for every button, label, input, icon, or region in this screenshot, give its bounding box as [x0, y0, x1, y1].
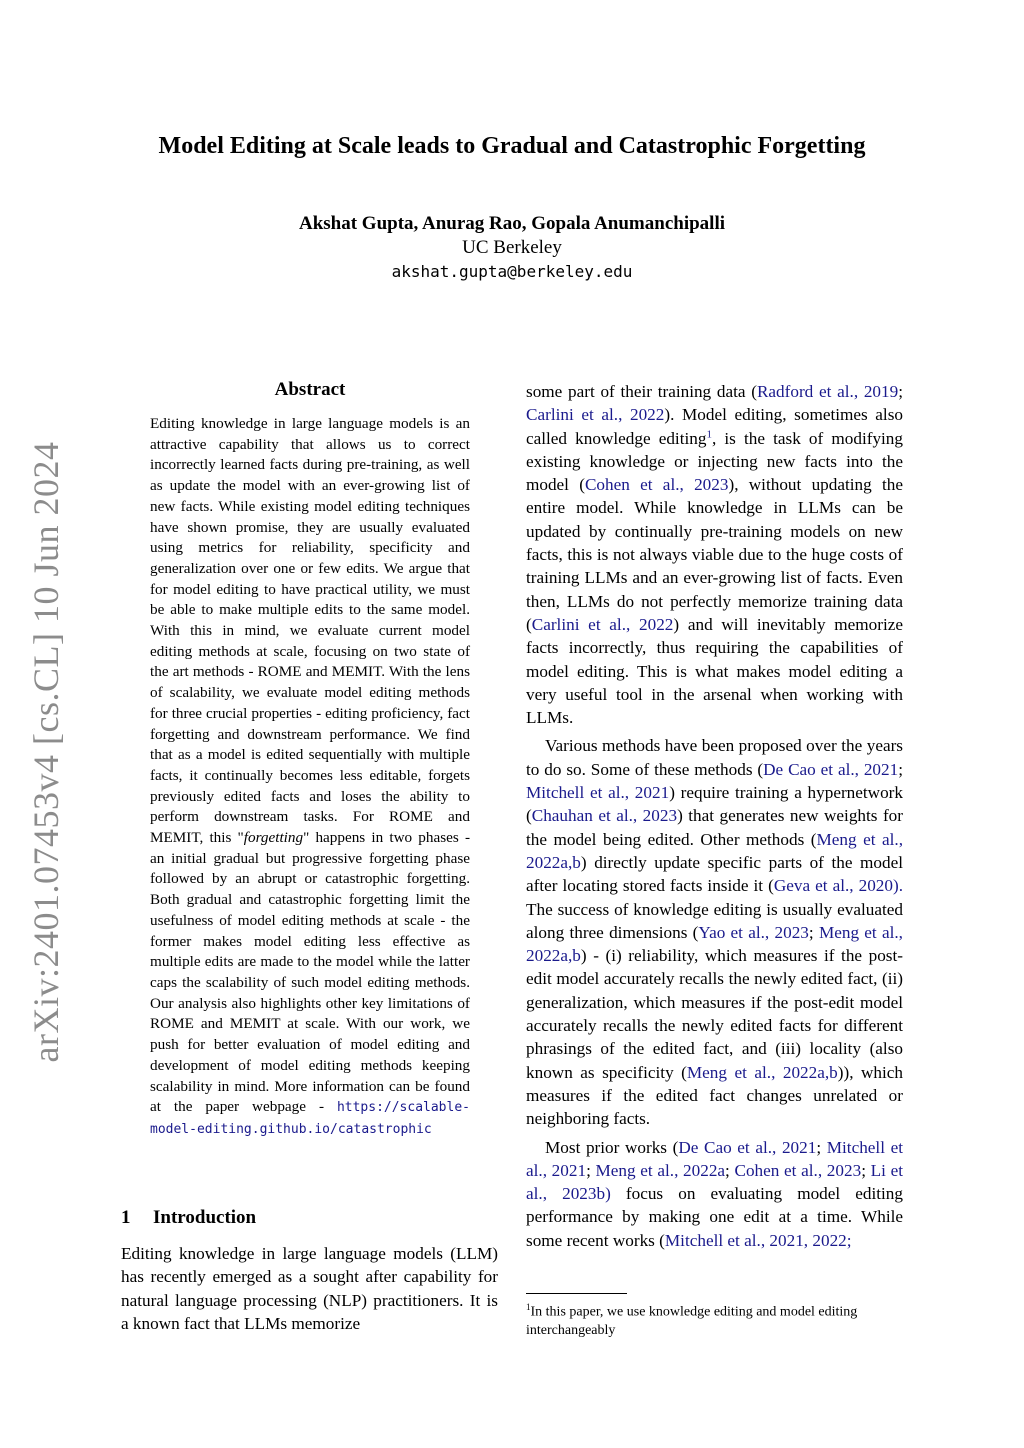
text-run: , is the task of modifying existing knowledge or injecting new facts into the model ( [526, 428, 903, 495]
text-run: ; [808, 922, 819, 942]
citation-link[interactable]: Mitchell et al., 2021 [526, 1137, 903, 1180]
citation-link[interactable]: Yao et al., 2023 [698, 922, 809, 942]
text-run: ; [725, 1160, 735, 1180]
text-run: The success of knowledge editing is usually evaluated along three dimensions ( [526, 899, 903, 942]
abstract-text-part: Editing knowledge in large language models is an attractive capability that allows us to correct incorrectly learned facts during pre-training, as well as update the model with an ever-growing list of new facts. While existing model editing techniques have shown promise, they are usually evaluated using metrics for reliability, specificity and generalization over one or few edits. We argue that for model editing to have practical utility, we must be able to make multiple edits to the same model. With this in mind, we evaluate current model editing methods at scale, focusing on two state of the art methods - ROME and MEMIT. With the lens of scalability, we evaluate model editing methods for three crucial properties - editing proficiency, fact forgetting and downstream performance. We find that as a model is edited sequentially with multiple facts, it continually becomes less editable, forgets previously edited facts and loses the ability to perform downstream tasks. For ROME and MEMIT, this " [150, 415, 470, 847]
abstract-heading: Abstract [274, 379, 346, 400]
footnote-marker[interactable]: 1 [706, 427, 712, 440]
section-heading-introduction [121, 1206, 501, 1230]
intro-paragraph-left: Editing knowledge in large language models (LLM) has recently emerged as a sought after capability for natural language processing (NLP) practitioners. It is a known fact that LLMs memorize [121, 1244, 498, 1333]
citation-link[interactable]: Cohen et al., 2023 [584, 475, 729, 495]
arxiv-identifier: arXiv:2401.07453v4 [cs.CL] 10 Jun 2024 [26, 441, 66, 1063]
text-run: Most prior works ( [545, 1137, 679, 1157]
citation-link[interactable]: Meng et al., 2022a,b [526, 922, 903, 966]
text-run: ), without updating the entire model. While knowledge in LLMs can be updated by continually pre-training models on new facts, this is not always viable due to the huge costs of training LLMs and an ever-growing list of facts. Even then, LLMs do not perfectly memorize training data ( [526, 475, 903, 634]
text-run: ; [816, 1137, 827, 1157]
footnote-divider [526, 1293, 627, 1294]
intro-right-column [526, 380, 903, 1257]
intro-paragraph [526, 1136, 903, 1252]
citation-link[interactable]: Mitchell et al., 2021 [526, 783, 670, 803]
footnote-number: 1 [526, 1302, 531, 1312]
citation-link[interactable]: De Cao et al., 2021 [763, 759, 899, 779]
author-list: Akshat Gupta, Anurag Rao, Gopala Anumanchipalli [298, 213, 726, 234]
text-run: ) - (i) reliability, which measures if the post-edit model accurately recalls the newly edited fact, (ii) generalization, which measures if the post-edit model accurately recalls the newly edited facts for different phrasings of the edited fact, and (iii) locality (also known as specificity ( [526, 946, 903, 1082]
text-run: ) require training a hypernetwork ( [526, 783, 904, 826]
text-run: ; [861, 1160, 871, 1180]
intro-paragraph [526, 380, 903, 729]
section-number: 1 [121, 1207, 131, 1228]
abstract-emphasis: forgetting [243, 829, 304, 847]
citation-link[interactable]: Carlini et al., 2022 [526, 405, 665, 425]
text-run: )), which measures if the edited fact changes unrelated or neighboring facts. [526, 1062, 904, 1129]
intro-paragraph [526, 734, 903, 1130]
author-email[interactable]: akshat.gupta@berkeley.edu [391, 262, 633, 281]
webpage-link[interactable]: https://scalable-model-editing.github.io/catastrophic [150, 1100, 470, 1137]
citation-link[interactable]: Meng et al., 2022a [595, 1160, 726, 1180]
citation-link[interactable]: Mitchell et al., 2021, 2022; [664, 1230, 852, 1250]
citation-link[interactable]: Meng et al., 2022a,b [526, 829, 903, 872]
citation-link[interactable]: Li et al., 2023b) [526, 1160, 903, 1204]
text-run: ; [586, 1160, 596, 1180]
citation-link[interactable]: Carlini et al., 2022 [531, 614, 674, 634]
text-run: Various methods have been proposed over the years to do so. Some of these methods ( [526, 736, 903, 779]
text-run: ; [898, 759, 903, 779]
citation-link[interactable]: Meng et al., 2022a,b [686, 1062, 838, 1082]
section-title: Introduction [153, 1207, 257, 1228]
affiliation: UC Berkeley [462, 237, 562, 258]
text-run: some part of their training data ( [526, 382, 757, 401]
abstract-text [150, 414, 470, 1141]
citation-link[interactable]: Cohen et al., 2023 [734, 1160, 862, 1180]
text-run: focus on evaluating model editing performance by making one edit at a time. While some recent works ( [526, 1184, 903, 1250]
citation-link[interactable]: Radford et al., 2019 [756, 382, 899, 401]
citation-link[interactable]: Chauhan et al., 2023 [531, 806, 678, 826]
footnote [526, 1298, 906, 1340]
footnote-text: In this paper, we use knowledge editing and model editing interchangeably [526, 1304, 858, 1338]
text-run: ). Model editing, sometimes also called knowledge editing [526, 405, 903, 448]
citation-link[interactable]: De Cao et al., 2021 [678, 1137, 817, 1157]
text-run: ; [898, 382, 903, 401]
abstract-text-part: " happens in two phases - an initial gradual but progressive forgetting phase followed by an abrupt or catastrophic forgetting. Both gradual and catastrophic forgetting limit the usefulness of model editing methods at scale - the former makes model editing less effective as multiple edits are made to the model while the latter caps the scalability of such model editing methods. Our analysis also highlights other key limitations of ROME and MEMIT at scale. With our work, we push for better evaluation of model editing and development of model editing methods keeping scalability in mind. More information can be found at the paper webpage - [150, 829, 470, 1116]
text-run: ) that generates new weights for the model being edited. Other methods ( [526, 806, 904, 849]
text-run: ) and will inevitably memorize facts incorrectly, thus requiring the capabilities of model editing. This is what makes model editing a very useful tool in the arsenal when working with LLMs. [526, 614, 903, 728]
citation-link[interactable]: Geva et al., 2020). [773, 876, 904, 896]
text-run: ) directly update specific parts of the model after locating stored facts inside it ( [526, 852, 903, 896]
paper-title: Model Editing at Scale leads to Gradual and Catastrophic Forgetting [158, 133, 866, 159]
